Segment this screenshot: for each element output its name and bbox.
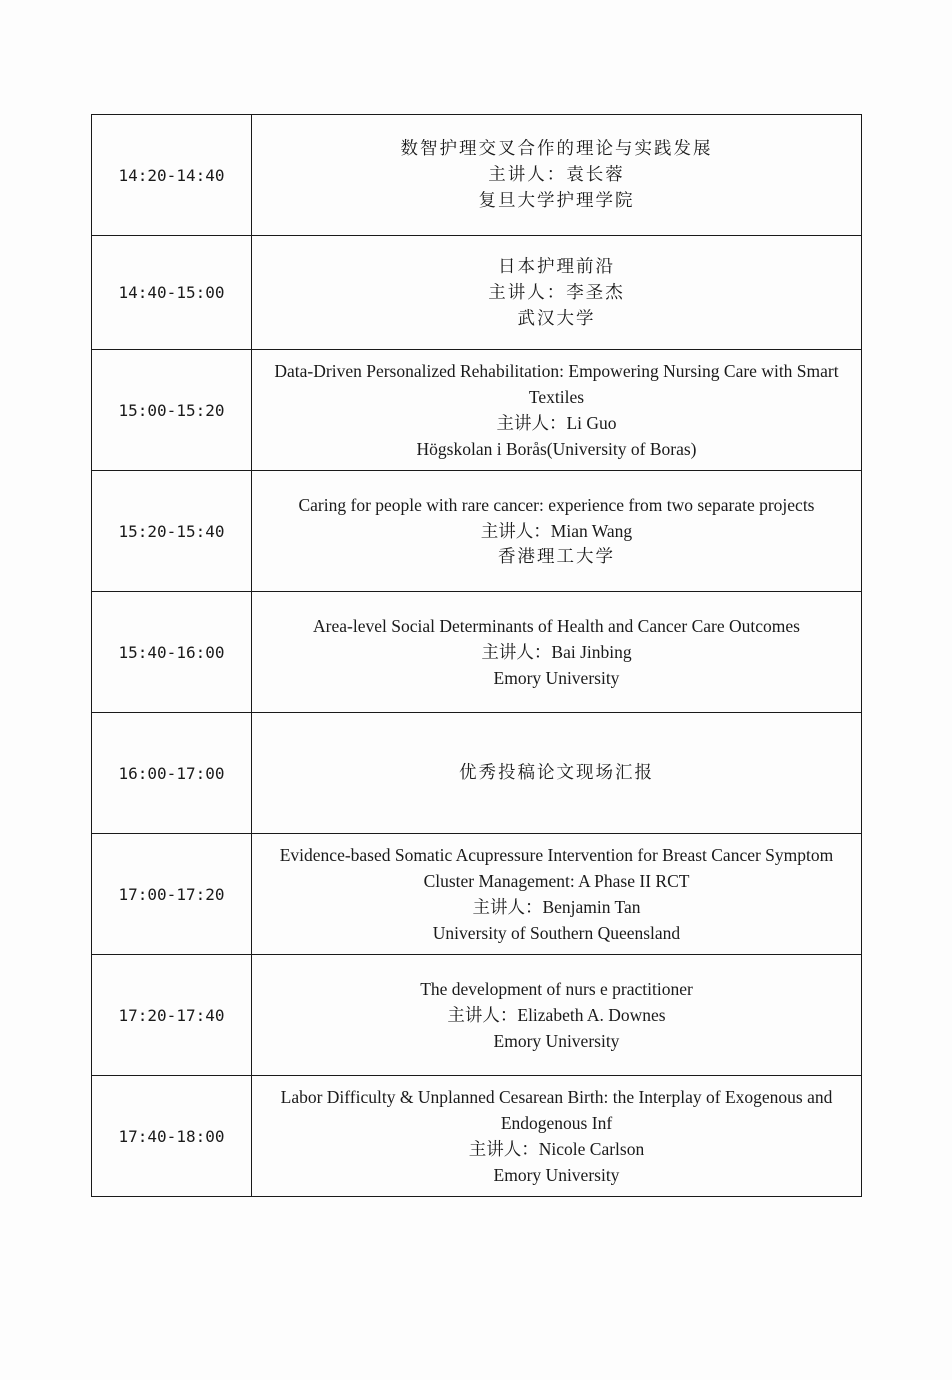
session-title-line-1: Evidence-based Somatic Acupressure Intervention for Breast Cancer Symptom xyxy=(279,845,834,865)
time-slot: 15:40-16:00 xyxy=(92,592,252,713)
time-slot: 17:00-17:20 xyxy=(92,834,252,955)
time-slot: 14:20-14:40 xyxy=(92,115,252,236)
session-speaker: 主讲人：Elizabeth A. Downes xyxy=(447,1005,666,1025)
session-speaker: 主讲人：李圣杰 xyxy=(488,282,625,303)
session-title: Caring for people with rare cancer: experience from two separate projects xyxy=(298,495,815,515)
session-details xyxy=(252,236,862,350)
session-speaker: 主讲人：袁长蓉 xyxy=(488,165,625,185)
session-speaker: 主讲人：Nicole Carlson xyxy=(468,1139,645,1159)
session-details xyxy=(252,834,862,955)
time-slot: 15:20-15:40 xyxy=(92,471,252,592)
session-title-line-1: Labor Difficulty & Unplanned Cesarean Birth: the Interplay of Exogenous and xyxy=(280,1087,833,1107)
session-title-line-1: Data-Driven Personalized Rehabilitation: Empowering Nursing Care with Smart xyxy=(274,361,839,381)
session-details xyxy=(252,115,862,236)
table-row xyxy=(92,592,862,713)
session-affiliation: Högskolan i Borås(University of Boras) xyxy=(416,439,697,459)
session-affiliation: 武汉大学 xyxy=(517,308,596,329)
session-title: Area-level Social Determinants of Health and Cancer Care Outcomes xyxy=(313,616,800,636)
table-row xyxy=(92,236,862,350)
table-row xyxy=(92,1076,862,1197)
table-row xyxy=(92,350,862,471)
time-slot: 17:20-17:40 xyxy=(92,955,252,1076)
table-row xyxy=(92,471,862,592)
session-title-line-2: Endogenous Inf xyxy=(500,1113,613,1133)
session-speaker: 主讲人：Li Guo xyxy=(496,413,617,433)
session-title-line-2: Cluster Management: A Phase II RCT xyxy=(423,871,690,891)
session-title: 日本护理前沿 xyxy=(498,256,615,277)
table-row xyxy=(92,834,862,955)
session-title: 数智护理交叉合作的理论与实践发展 xyxy=(400,139,713,159)
session-details xyxy=(252,1076,862,1197)
session-details xyxy=(252,592,862,713)
session-speaker: 主讲人：Benjamin Tan xyxy=(472,897,641,917)
session-details xyxy=(252,350,862,471)
session-affiliation: University of Southern Queensland xyxy=(432,923,681,943)
session-title: 优秀投稿论文现场汇报 xyxy=(459,763,654,783)
session-details xyxy=(252,955,862,1076)
table-row xyxy=(92,713,862,834)
session-title-line-2: Textiles xyxy=(528,387,585,407)
table-row xyxy=(92,115,862,236)
time-slot: 15:00-15:20 xyxy=(92,350,252,471)
time-slot: 14:40-15:00 xyxy=(92,236,252,350)
time-slot: 17:40-18:00 xyxy=(92,1076,252,1197)
session-affiliation: Emory University xyxy=(493,668,620,688)
session-affiliation: 复旦大学护理学院 xyxy=(478,191,635,211)
session-title: The development of nurs e practitioner xyxy=(420,979,693,999)
session-details xyxy=(252,713,862,834)
session-affiliation: Emory University xyxy=(493,1165,620,1185)
table-row xyxy=(92,955,862,1076)
session-speaker: 主讲人：Bai Jinbing xyxy=(481,642,632,662)
session-speaker: 主讲人：Mian Wang xyxy=(480,521,633,541)
schedule-table xyxy=(91,114,862,1197)
session-affiliation: 香港理工大学 xyxy=(498,547,615,567)
time-slot: 16:00-17:00 xyxy=(92,713,252,834)
session-affiliation: Emory University xyxy=(493,1031,620,1051)
session-details xyxy=(252,471,862,592)
